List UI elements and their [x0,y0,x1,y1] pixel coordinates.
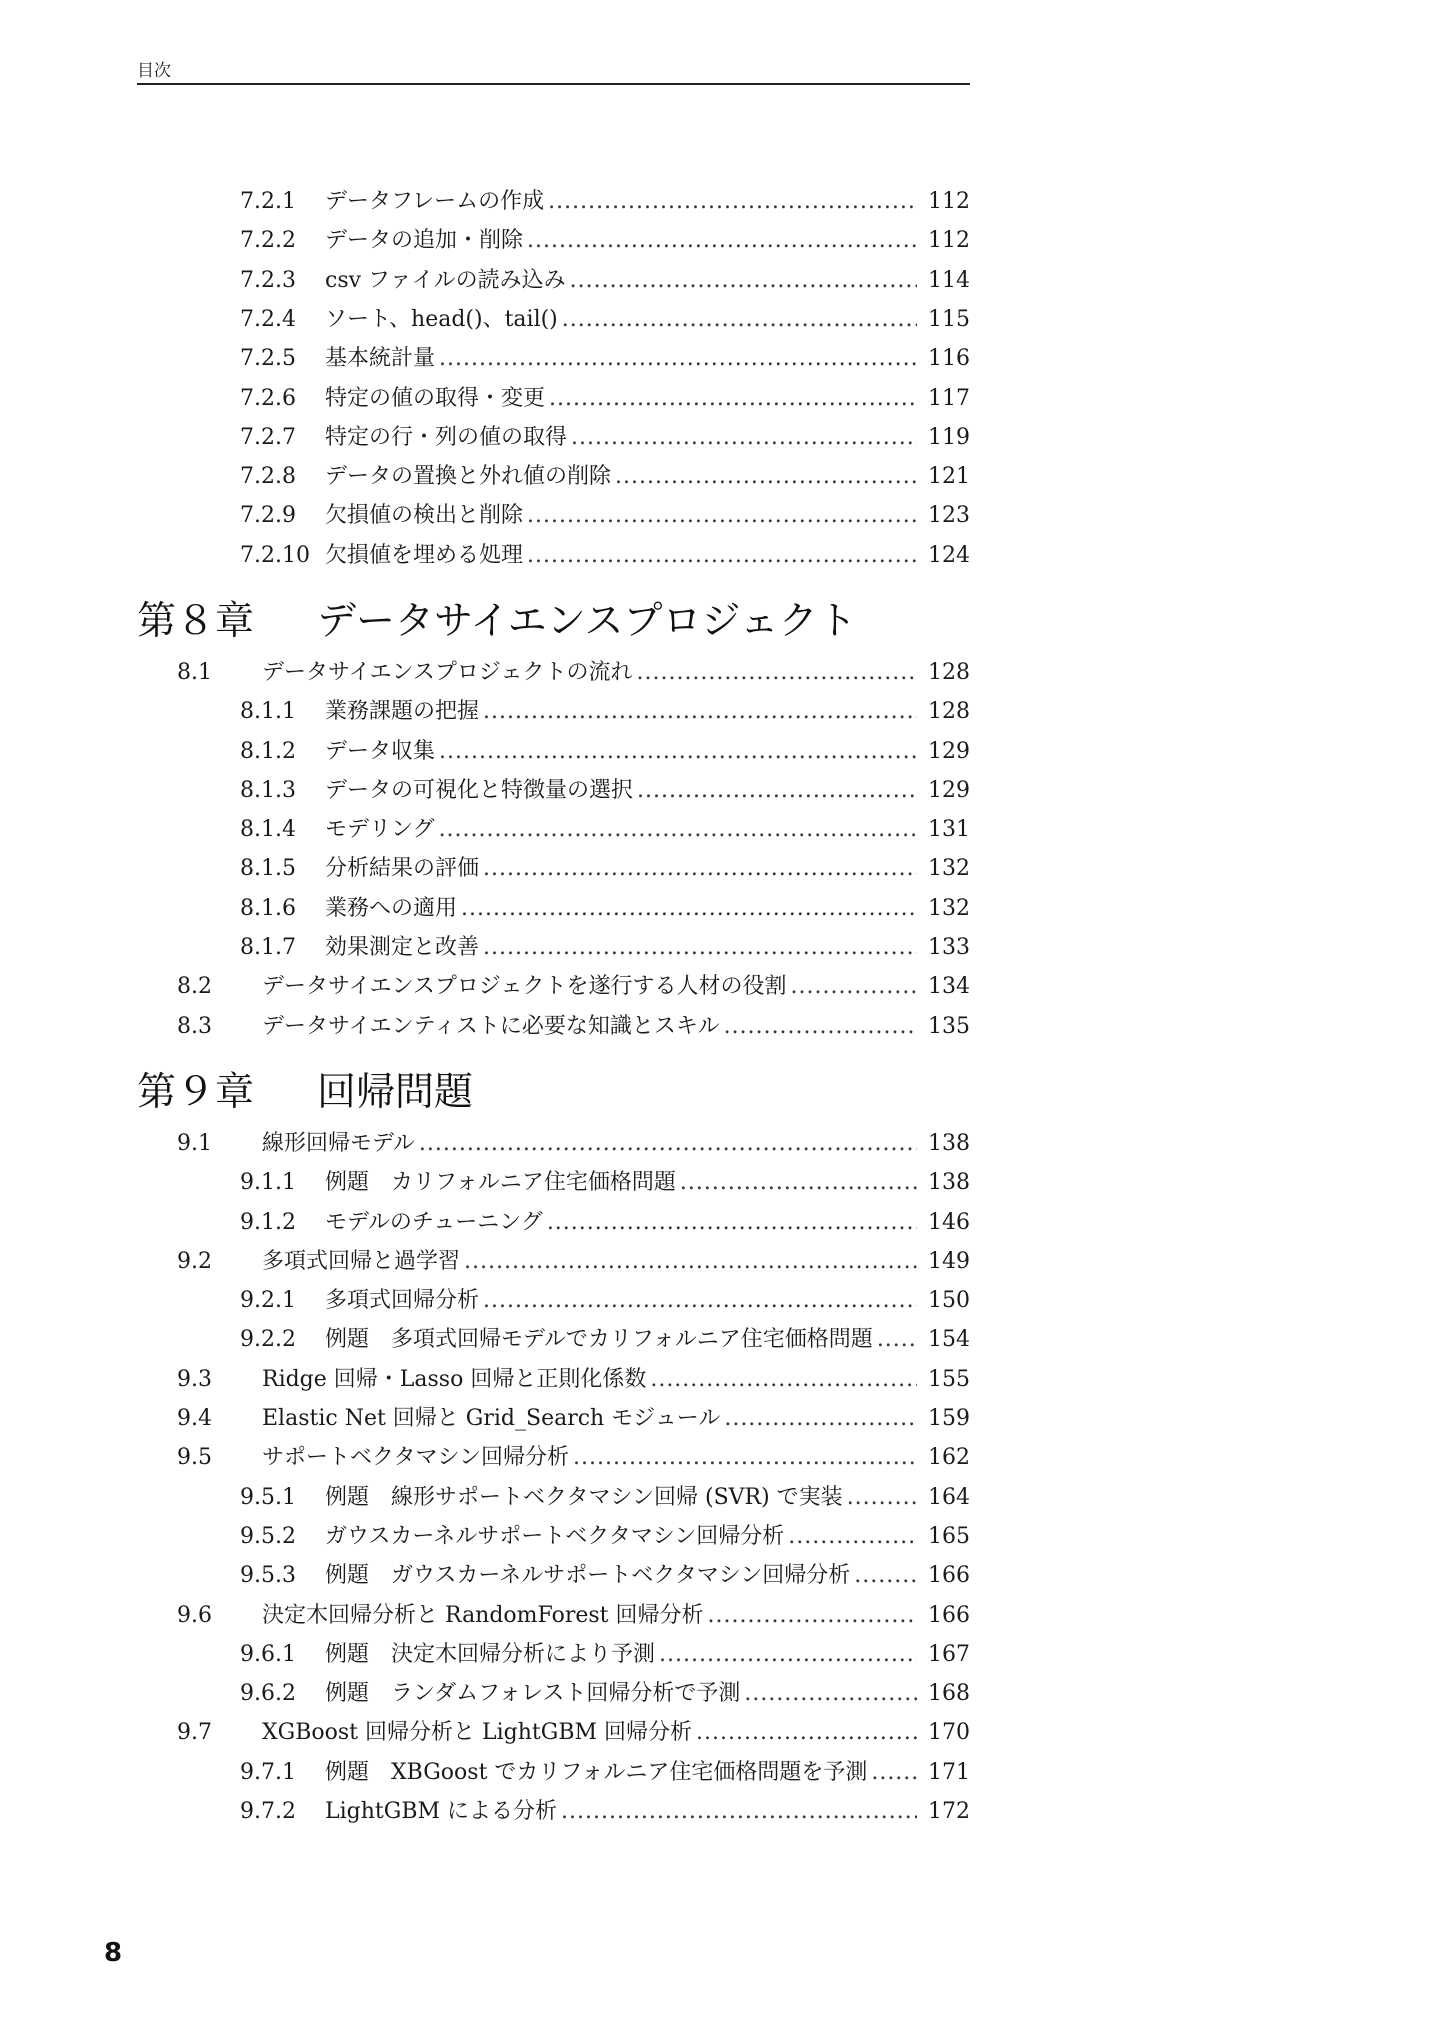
entry-page: 134 [928,974,970,999]
dot-leader [877,1323,917,1357]
entry-page: 166 [928,1563,970,1588]
entry-title: データ収集 [325,739,436,764]
entry-title: 例題 線形サポートベクタマシン回帰 (SVR) で実装 [325,1485,843,1510]
dot-leader [573,1441,917,1475]
entry-title-wrap [325,1795,923,1829]
entry-title-wrap [325,1323,923,1357]
entry-page: 133 [928,935,970,960]
chapter-number: 第８章 [137,599,255,644]
toc-entry [0,931,1433,965]
entry-page: 129 [928,778,970,803]
entry-title: モデリング [325,817,435,842]
toc-entry [0,1245,1433,1279]
entry-page: 154 [928,1327,970,1352]
entry-title-wrap [325,695,923,729]
entry-number: 7.2.5 [240,346,296,371]
toc-entry [0,1402,1433,1436]
entry-page: 167 [928,1642,970,1667]
entry-title-wrap [262,1441,923,1475]
dot-leader [696,1716,917,1750]
entry-title: 多項式回帰分析 [325,1288,480,1313]
toc-entry [0,264,1433,298]
dot-leader [680,1166,917,1200]
entry-title-wrap [325,499,923,533]
entry-title-wrap [325,1284,923,1318]
entry-title-wrap [262,970,923,1004]
dot-leader [483,695,917,729]
entry-title-wrap [262,1010,923,1044]
toc-entry [0,185,1433,219]
entry-title-wrap [325,1520,923,1554]
dot-leader [724,1402,917,1436]
entry-page: 121 [928,464,970,489]
entry-number: 9.7.1 [240,1760,296,1785]
entry-page: 117 [928,386,970,411]
entry-title-wrap [262,1599,923,1633]
toc-entry [0,1638,1433,1672]
entry-page: 159 [928,1406,970,1431]
entry-number: 9.5.3 [240,1563,296,1588]
entry-title: モデルのチューニング [325,1210,543,1235]
entry-page: 170 [928,1720,970,1745]
toc-entry [0,774,1433,808]
toc-entry [0,892,1433,926]
entry-page: 168 [928,1681,970,1706]
toc-entry [0,1677,1433,1711]
entry-title: Ridge 回帰・Lasso 回帰と正則化係数 [262,1367,647,1392]
entry-page: 150 [928,1288,970,1313]
entry-number: 9.6.2 [240,1681,296,1706]
dot-leader [562,303,917,337]
entry-title-wrap [325,774,923,808]
entry-title: 業務課題の把握 [325,699,480,724]
entry-title: XGBoost 回帰分析と LightGBM 回帰分析 [262,1720,693,1745]
entry-page: 172 [928,1799,970,1824]
entry-number: 9.1.1 [240,1170,296,1195]
entry-title-wrap [325,813,923,847]
entry-number: 7.2.8 [240,464,296,489]
toc-entry [0,852,1433,886]
toc-entry [0,460,1433,494]
entry-title: 例題 カリフォルニア住宅価格問題 [325,1170,676,1195]
dot-leader [790,970,917,1004]
entry-title: ガウスカーネルサポートベクタマシン回帰分析 [325,1524,785,1549]
toc-entry [0,1363,1433,1397]
entry-number: 7.2.3 [240,268,296,293]
entry-number: 7.2.10 [240,543,310,568]
entry-page: 128 [928,699,970,724]
toc-entry [0,224,1433,258]
toc-entry [0,499,1433,533]
toc-entry [0,1520,1433,1554]
toc-entry [0,656,1433,690]
toc-entry [0,735,1433,769]
entry-title: データサイエンティストに必要な知識とスキル [262,1014,720,1039]
dot-leader [464,1245,917,1279]
entry-title: 線形回帰モデル [262,1131,415,1156]
entry-title-wrap [325,1166,923,1200]
toc-entry [0,1559,1433,1593]
entry-number: 8.1.6 [240,896,296,921]
entry-page: 149 [928,1249,970,1274]
entry-title-wrap [325,1481,923,1515]
entry-page: 116 [928,346,970,371]
entry-page: 135 [928,1014,970,1039]
entry-title-wrap [262,1245,923,1279]
entry-number: 9.4 [177,1406,212,1431]
dot-leader [615,460,917,494]
toc-entry [0,1599,1433,1633]
entry-number: 9.5 [177,1445,212,1470]
entry-number: 9.2 [177,1249,212,1274]
entry-number: 7.2.6 [240,386,296,411]
entry-number: 9.3 [177,1367,212,1392]
dot-leader [439,342,917,376]
dot-leader [724,1010,917,1044]
dot-leader [871,1756,917,1790]
entry-number: 9.2.1 [240,1288,296,1313]
entry-page: 165 [928,1524,970,1549]
dot-leader [439,813,917,847]
entry-page: 146 [928,1210,970,1235]
entry-title: 決定木回帰分析と RandomForest 回帰分析 [262,1603,704,1628]
dot-leader [659,1638,917,1672]
toc-entry [0,1127,1433,1161]
dot-leader [483,1284,917,1318]
entry-title: データサイエンスプロジェクトを遂行する人材の役割 [262,974,787,999]
entry-page: 112 [928,189,970,214]
toc-entry [0,539,1433,573]
dot-leader [847,1481,917,1515]
entry-page: 124 [928,543,970,568]
entry-number: 9.5.2 [240,1524,296,1549]
entry-page: 119 [928,425,970,450]
dot-leader [527,224,917,258]
entry-page: 155 [928,1367,970,1392]
dot-leader [548,185,917,219]
entry-number: 9.1 [177,1131,212,1156]
toc-entry [0,813,1433,847]
entry-title: 基本統計量 [325,346,436,371]
toc-entry [0,1795,1433,1829]
entry-title-wrap [325,460,923,494]
entry-number: 9.7 [177,1720,212,1745]
entry-title: 多項式回帰と過学習 [262,1249,461,1274]
toc-entry [0,1010,1433,1044]
toc-entry [0,695,1433,729]
dot-leader [570,264,917,298]
entry-title-wrap [262,1127,923,1161]
entry-title-wrap [262,656,923,690]
entry-title: 例題 XBGoost でカリフォルニア住宅価格問題を予測 [325,1760,868,1785]
entry-title-wrap [325,264,923,298]
entry-number: 7.2.4 [240,307,296,332]
chapter-number: 第９章 [137,1070,255,1115]
entry-number: 8.1.2 [240,739,296,764]
entry-title: 例題 ランダムフォレスト回帰分析で予測 [325,1681,741,1706]
entry-number: 8.1.4 [240,817,296,842]
entry-title: ソート、head()、tail() [325,307,558,332]
dot-leader [571,421,917,455]
entry-number: 9.2.2 [240,1327,296,1352]
entry-number: 7.2.7 [240,425,296,450]
dot-leader [636,656,917,690]
entry-title-wrap [325,421,923,455]
entry-page: 138 [928,1131,970,1156]
entry-number: 7.2.1 [240,189,296,214]
entry-title: 例題 決定木回帰分析により予測 [325,1642,656,1667]
entry-title-wrap [325,1677,923,1711]
entry-title: 効果測定と改善 [325,935,480,960]
entry-page: 112 [928,228,970,253]
entry-title: LightGBM による分析 [325,1799,557,1824]
entry-title-wrap [325,1638,923,1672]
entry-title: Elastic Net 回帰と Grid_Search モジュール [262,1406,721,1431]
dot-leader [439,735,917,769]
entry-page: 166 [928,1603,970,1628]
entry-number: 8.1.7 [240,935,296,960]
entry-number: 8.1 [177,660,212,685]
entry-title: 例題 ガウスカーネルサポートベクタマシン回帰分析 [325,1563,851,1588]
entry-number: 9.1.2 [240,1210,296,1235]
entry-number: 8.3 [177,1014,212,1039]
entry-title-wrap [325,735,923,769]
toc-entry [0,1206,1433,1240]
dot-leader [744,1677,917,1711]
dot-leader [483,852,917,886]
entry-number: 8.1.1 [240,699,296,724]
entry-title-wrap [262,1402,923,1436]
entry-title-wrap [325,892,923,926]
entry-page: 132 [928,896,970,921]
entry-number: 9.7.2 [240,1799,296,1824]
dot-leader [788,1520,917,1554]
entry-title-wrap [325,224,923,258]
entry-title-wrap [325,1206,923,1240]
running-header: 目次 [137,61,171,81]
entry-page: 164 [928,1485,970,1510]
entry-title: 分析結果の評価 [325,856,480,881]
dot-leader [561,1795,917,1829]
toc-entry [0,1166,1433,1200]
entry-title: データフレームの作成 [325,189,545,214]
chapter-title: データサイエンスプロジェクト [317,599,857,644]
toc-entry [0,1284,1433,1318]
entry-page: 129 [928,739,970,764]
entry-title: 欠損値を埋める処理 [325,543,524,568]
entry-title-wrap [262,1716,923,1750]
entry-page: 131 [928,817,970,842]
entry-title: 欠損値の検出と削除 [325,503,524,528]
entry-title-wrap [325,382,923,416]
dot-leader [483,931,917,965]
entry-number: 8.1.3 [240,778,296,803]
entry-page: 115 [928,307,970,332]
entry-title: サポートベクタマシン回帰分析 [262,1445,570,1470]
entry-number: 8.1.5 [240,856,296,881]
entry-title: 業務への適用 [325,896,458,921]
entry-title: データの置換と外れ値の削除 [325,464,612,489]
entry-title: 特定の値の取得・変更 [325,386,546,411]
entry-title: データの可視化と特徴量の選択 [325,778,634,803]
chapter-title: 回帰問題 [317,1070,474,1115]
dot-leader [637,774,917,808]
entry-page: 138 [928,1170,970,1195]
entry-title-wrap [325,539,923,573]
entry-title: csv ファイルの読み込み [325,268,566,293]
dot-leader [854,1559,917,1593]
entry-page: 123 [928,503,970,528]
dot-leader [527,499,917,533]
dot-leader [461,892,917,926]
entry-title-wrap [325,303,923,337]
toc-entry [0,1323,1433,1357]
entry-page: 128 [928,660,970,685]
entry-number: 7.2.9 [240,503,296,528]
entry-title-wrap [325,1559,923,1593]
entry-title-wrap [325,342,923,376]
entry-title-wrap [325,1756,923,1790]
entry-title-wrap [262,1363,923,1397]
entry-number: 7.2.2 [240,228,296,253]
entry-title-wrap [325,852,923,886]
entry-page: 171 [928,1760,970,1785]
entry-title: 特定の行・列の値の取得 [325,425,568,450]
dot-leader [419,1127,917,1161]
toc-entry [0,342,1433,376]
dot-leader [549,382,917,416]
entry-title: データの追加・削除 [325,228,524,253]
entry-title: データサイエンスプロジェクトの流れ [262,660,633,685]
entry-title-wrap [325,931,923,965]
entry-number: 9.6 [177,1603,212,1628]
entry-number: 9.5.1 [240,1485,296,1510]
toc-entry [0,421,1433,455]
toc-entry [0,303,1433,337]
dot-leader [708,1599,917,1633]
toc-entry [0,382,1433,416]
page-number: 8 [104,1938,123,1968]
entry-number: 9.6.1 [240,1642,296,1667]
entry-number: 8.2 [177,974,212,999]
dot-leader [527,539,917,573]
entry-title-wrap [325,185,923,219]
dot-leader [547,1206,917,1240]
entry-page: 132 [928,856,970,881]
entry-title: 例題 多項式回帰モデルでカリフォルニア住宅価格問題 [325,1327,873,1352]
dot-leader [650,1363,917,1397]
entry-page: 114 [928,268,970,293]
header-rule [137,83,970,85]
toc-entry [0,1716,1433,1750]
toc-entry [0,1481,1433,1515]
toc-entry [0,970,1433,1004]
toc-entry [0,1756,1433,1790]
toc-entry [0,1441,1433,1475]
entry-page: 162 [928,1445,970,1470]
